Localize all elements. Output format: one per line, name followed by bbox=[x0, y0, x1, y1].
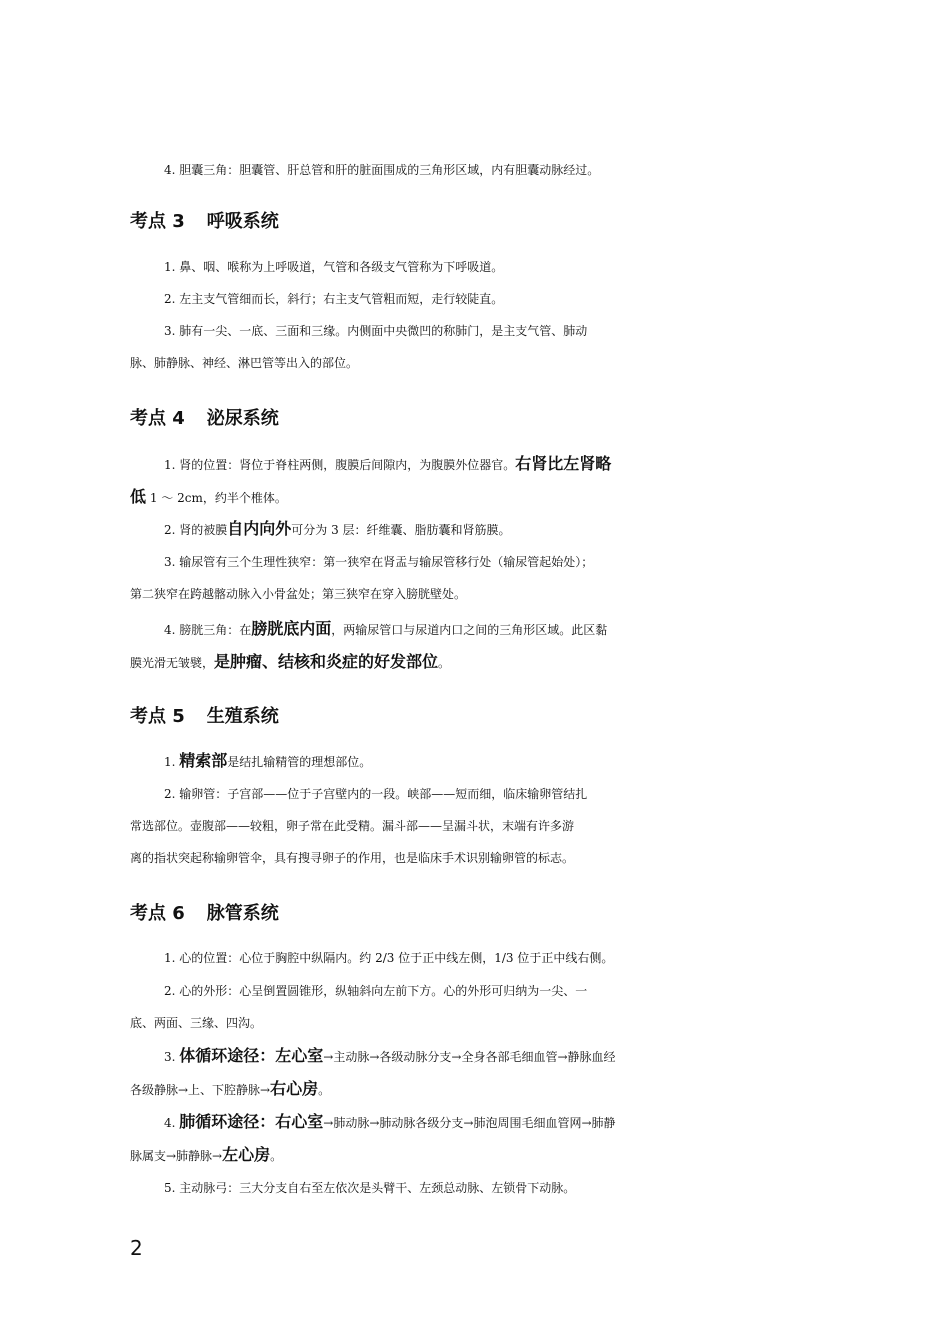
text-run: 各级静脉→上、下腔静脉→ bbox=[130, 1083, 271, 1097]
text-run: 膜光滑无皱襞， bbox=[130, 656, 215, 670]
text-run: 1. 肾的位置：肾位于脊柱两侧，腹膜后间隙内，为腹膜外位器官。 bbox=[164, 458, 516, 472]
paragraph-urinary-3 bbox=[130, 546, 822, 610]
bold-text: 是肿瘤、结核和炎症的好发部位 bbox=[214, 652, 439, 671]
text-line bbox=[130, 513, 822, 546]
text-line: 3. 肺有一尖、一底、三面和三缘。内侧面中央微凹的称肺门，是主支气管、肺动 bbox=[164, 324, 588, 338]
text-run: 4. bbox=[164, 1116, 180, 1130]
section-heading-vascular bbox=[130, 899, 279, 925]
text-line: 2. 心的外形：心呈倒置圆锥形，纵轴斜向左前下方。心的外形可归纳为一尖、一 bbox=[164, 984, 588, 998]
text-line bbox=[96, 1073, 822, 1106]
bold-text: 低 bbox=[130, 487, 147, 506]
paragraph-vascular-5 bbox=[130, 1172, 822, 1204]
bold-text: 右肾比左肾略 bbox=[515, 454, 612, 473]
text-line: 2. 左主支气管细而长，斜行；右主支气管粗而短，走行较陡直。 bbox=[164, 292, 504, 306]
heading-number: 考点 4 bbox=[130, 408, 185, 429]
heading-title: 呼吸系统 bbox=[206, 211, 279, 232]
bold-text: 左心房 bbox=[222, 1145, 271, 1164]
text-run: 2. 肾的被膜 bbox=[164, 523, 228, 537]
bold-text: 肺循环途径：右心室 bbox=[179, 1112, 324, 1131]
paragraph-urinary-4 bbox=[130, 613, 822, 679]
text-run: 脉属支→肺静脉→ bbox=[130, 1149, 223, 1163]
text-run: 是结扎输精管的理想部位。 bbox=[227, 755, 372, 769]
text-line bbox=[130, 613, 822, 646]
section-heading-urinary bbox=[130, 404, 279, 430]
text-run: 1. bbox=[164, 755, 180, 769]
paragraph-respiratory-2 bbox=[130, 283, 822, 315]
heading-number: 考点 6 bbox=[130, 903, 185, 924]
text-line bbox=[130, 1106, 822, 1139]
section-heading-reproductive bbox=[130, 702, 279, 728]
paragraph-urinary-1 bbox=[130, 448, 822, 514]
text-line bbox=[130, 448, 822, 481]
bold-text: 精索部 bbox=[179, 751, 228, 770]
text-run: →肺动脉→肺动脉各级分支→肺泡周围毛细血管网→肺静 bbox=[323, 1116, 616, 1130]
paragraph-gallbladder-triangle bbox=[130, 154, 822, 186]
text-line: 离的指状突起称输卵管伞，具有搜寻卵子的作用，也是临床手术识别输卵管的标志。 bbox=[130, 851, 575, 865]
bold-text: 右心房 bbox=[270, 1079, 319, 1098]
paragraph-urinary-2 bbox=[130, 513, 822, 546]
text-run: 1 ～ 2cm，约半个椎体。 bbox=[146, 491, 287, 505]
heading-number: 考点 5 bbox=[130, 706, 185, 727]
text-line bbox=[96, 481, 822, 514]
page-number: 2 bbox=[130, 1236, 143, 1260]
bold-text: 自内向外 bbox=[227, 519, 292, 538]
bold-text: 膀胱底内面 bbox=[251, 619, 332, 638]
heading-title: 脉管系统 bbox=[206, 903, 279, 924]
text-line: 3. 输尿管有三个生理性狭窄：第一狭窄在肾盂与输尿管移行处（输尿管起始处）； bbox=[164, 555, 594, 569]
text-run: →主动脉→各级动脉分支→全身各部毛细血管→静脉血经 bbox=[323, 1050, 616, 1064]
text-run: 4. 膀胱三角：在 bbox=[164, 623, 252, 637]
bold-text: 体循环途径：左心室 bbox=[179, 1046, 324, 1065]
text-run: 。 bbox=[318, 1083, 331, 1097]
text-line: 脉、肺静脉、神经、淋巴管等出入的部位。 bbox=[130, 356, 359, 370]
text-line bbox=[130, 745, 822, 778]
paragraph-vascular-3 bbox=[130, 1040, 822, 1106]
text-line: 2. 输卵管：子宫部——位于子宫壁内的一段。峡部——短而细，临床输卵管结扎 bbox=[164, 787, 588, 801]
paragraph-vascular-2 bbox=[130, 975, 822, 1039]
text-line: 底、两面、三缘、四沟。 bbox=[130, 1016, 263, 1030]
text-line bbox=[96, 1139, 822, 1172]
text-run: 。 bbox=[438, 656, 451, 670]
heading-title: 生殖系统 bbox=[206, 706, 279, 727]
heading-title: 泌尿系统 bbox=[206, 408, 279, 429]
text-run: 3. bbox=[164, 1050, 180, 1064]
text-run: 可分为 3 层：纤维囊、脂肪囊和肾筋膜。 bbox=[291, 523, 511, 537]
text-line: 第二狭窄在跨越髂动脉入小骨盆处；第三狭窄在穿入膀胱壁处。 bbox=[130, 587, 467, 601]
text-run: 。 bbox=[270, 1149, 283, 1163]
text-line: 4. 胆囊三角：胆囊管、肝总管和肝的脏面围成的三角形区域，内有胆囊动脉经过。 bbox=[164, 163, 600, 177]
paragraph-reproductive-1 bbox=[130, 745, 822, 778]
text-line: 1. 鼻、咽、喉称为上呼吸道，气管和各级支气管称为下呼吸道。 bbox=[164, 260, 504, 274]
text-run: ，两输尿管口与尿道内口之间的三角形区域。此区黏 bbox=[331, 623, 608, 637]
text-line: 5. 主动脉弓：三大分支自右至左依次是头臂干、左颈总动脉、左锁骨下动脉。 bbox=[164, 1181, 576, 1195]
paragraph-vascular-1 bbox=[130, 942, 822, 974]
paragraph-respiratory-1 bbox=[130, 251, 822, 283]
paragraph-respiratory-3 bbox=[130, 315, 822, 379]
text-line: 常选部位。壶腹部——较粗，卵子常在此受精。漏斗部——呈漏斗状，末端有许多游 bbox=[130, 819, 575, 833]
paragraph-vascular-4 bbox=[130, 1106, 822, 1172]
heading-number: 考点 3 bbox=[130, 211, 185, 232]
text-line: 1. 心的位置：心位于胸腔中纵隔内。约 2/3 位于正中线左侧，1/3 位于正中线右侧。 bbox=[164, 951, 614, 965]
paragraph-reproductive-2 bbox=[130, 778, 822, 874]
section-heading-respiratory bbox=[130, 207, 279, 233]
text-line bbox=[96, 646, 822, 679]
text-line bbox=[130, 1040, 822, 1073]
